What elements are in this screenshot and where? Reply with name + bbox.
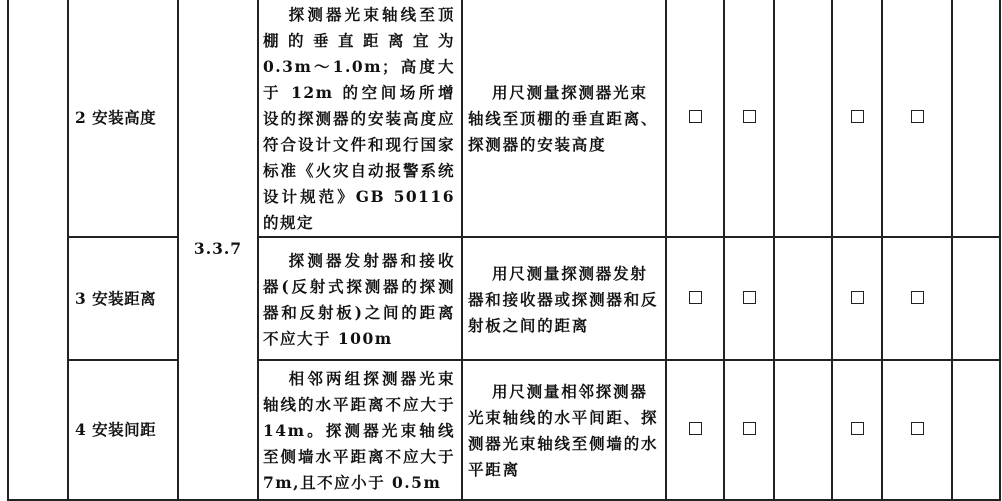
checkbox-cell[interactable] xyxy=(882,237,952,360)
checkbox[interactable] xyxy=(689,291,702,304)
checkbox-cell[interactable] xyxy=(882,0,952,237)
checkbox[interactable] xyxy=(911,110,924,123)
checkbox[interactable] xyxy=(851,291,864,304)
requirement-text: 探测器光束轴线至顶棚的垂直距离宜为 0.3m～1.0m；高度大于 12m 的空间场所增设的探测器的安装高度应符合设计文件和现行国家标准《火灾自动报警系统设计规范》GB 50116 的规定 xyxy=(258,0,462,237)
blank-cell xyxy=(952,0,1000,237)
clause-number: 3.3.7 xyxy=(178,0,258,500)
blank-cell xyxy=(774,360,832,500)
checkbox-cell[interactable] xyxy=(832,237,882,360)
inspection-table xyxy=(7,0,1001,501)
method-text: 用尺测量探测器光束轴线至顶棚的垂直距离、探测器的安装高度 xyxy=(462,0,666,237)
checkbox[interactable] xyxy=(743,110,756,123)
checkbox-cell[interactable] xyxy=(724,237,774,360)
method-text: 用尺测量探测器发射器和接收器或探测器和反射板之间的距离 xyxy=(462,237,666,360)
checkbox[interactable] xyxy=(743,422,756,435)
checkbox-cell[interactable] xyxy=(666,360,724,500)
checkbox[interactable] xyxy=(689,110,702,123)
blank-cell xyxy=(774,237,832,360)
checkbox[interactable] xyxy=(743,291,756,304)
blank-cell xyxy=(952,360,1000,500)
checkbox[interactable] xyxy=(911,291,924,304)
method-text: 用尺测量相邻探测器光束轴线的水平间距、探测器光束轴线至侧墙的水平距离 xyxy=(462,360,666,500)
blank-cell xyxy=(774,0,832,237)
table-row xyxy=(8,237,1000,360)
checkbox[interactable] xyxy=(851,422,864,435)
blank-cell xyxy=(952,237,1000,360)
requirement-text: 相邻两组探测器光束轴线的水平距离不应大于 14m。探测器光束轴线至侧墙水平距离不应大于7m,且不应小于 0.5m xyxy=(258,360,462,500)
item-name: 4 安装间距 xyxy=(68,360,178,500)
checkbox-cell[interactable] xyxy=(832,360,882,500)
checkbox-cell[interactable] xyxy=(832,0,882,237)
checkbox-cell[interactable] xyxy=(666,237,724,360)
item-name: 2 安装高度 xyxy=(68,0,178,237)
table-row xyxy=(8,360,1000,500)
blank-cell xyxy=(8,0,68,500)
checkbox[interactable] xyxy=(689,422,702,435)
checkbox-cell[interactable] xyxy=(724,360,774,500)
checkbox-cell[interactable] xyxy=(724,0,774,237)
item-name: 3 安装距离 xyxy=(68,237,178,360)
requirement-text: 探测器发射器和接收器(反射式探测器的探测器和反射板)之间的距离不应大于 100m xyxy=(258,237,462,360)
checkbox-cell[interactable] xyxy=(882,360,952,500)
table-row xyxy=(8,0,1000,237)
checkbox[interactable] xyxy=(911,422,924,435)
checkbox-cell[interactable] xyxy=(666,0,724,237)
checkbox[interactable] xyxy=(851,110,864,123)
